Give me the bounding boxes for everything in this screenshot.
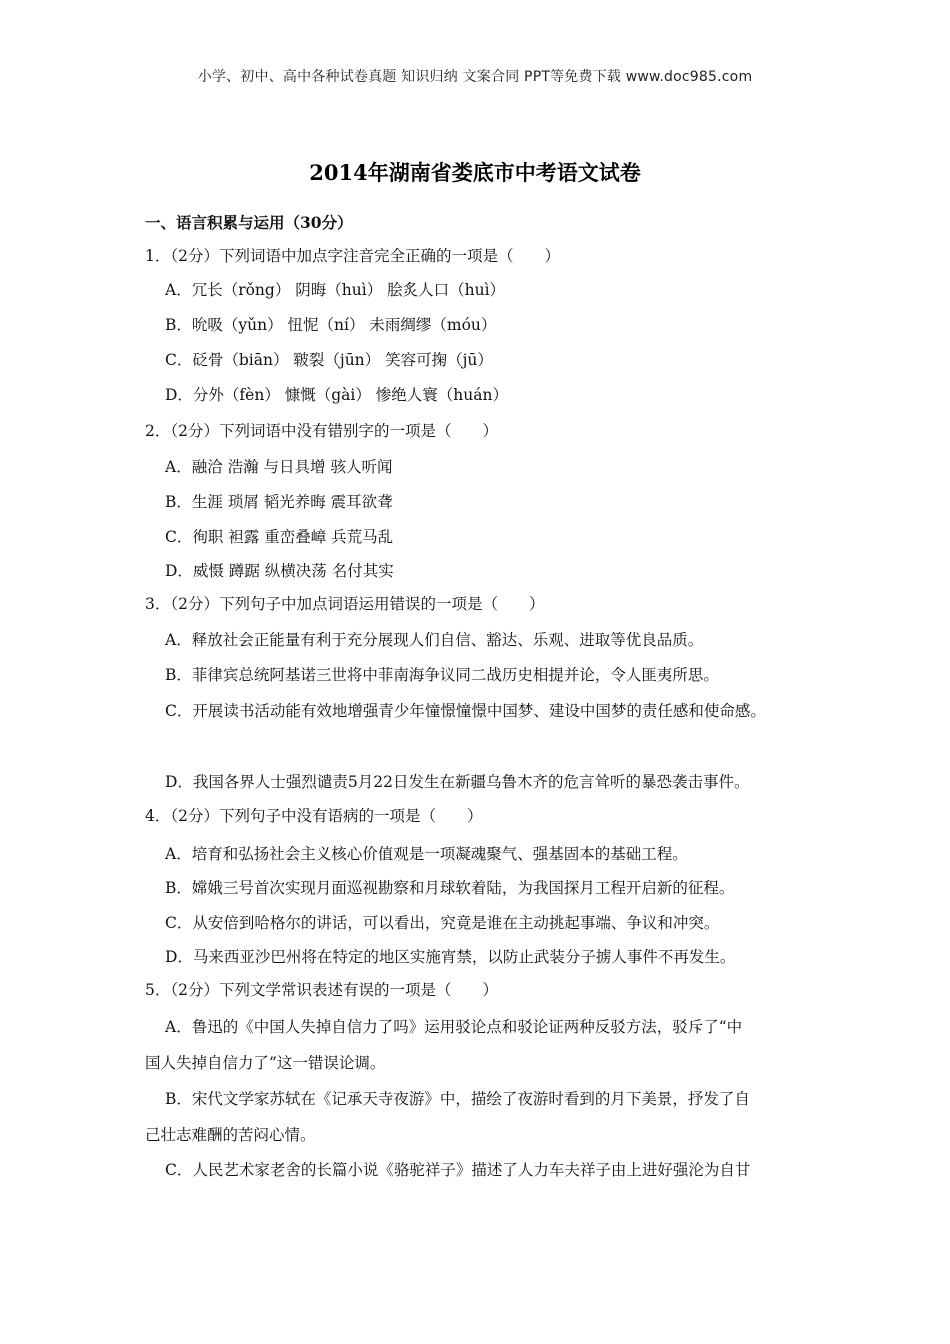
question-4-option-a: A．培育和弘扬社会主义核心价值观是一项凝魂聚气、强基固本的基础工程。 xyxy=(165,845,688,863)
header-banner: 小学、初中、高中各种试卷真题 知识归纳 文案合同 PPT等免费下载 www.doc985.com xyxy=(197,69,753,85)
question-4-option-d: D．马来西亚沙巴州将在特定的地区实施宵禁，以防止武装分子掳人事件不再发生。 xyxy=(165,948,736,966)
question-2-stem: 2．（2分）下列词语中没有错别字的一项是（ ） xyxy=(145,422,498,440)
question-5-option-b-line1: B．宋代文学家苏轼在《记承天寺夜游》中，描绘了夜游时看到的月下美景，抒发了自 xyxy=(165,1090,750,1108)
question-3-option-c: C．开展读书活动能有效地增强青少年憧憬憧憬中国梦、建设中国梦的责任感和使命感。 xyxy=(165,702,766,720)
question-4-stem: 4．（2分）下列句子中没有语病的一项是（ ） xyxy=(145,807,483,825)
question-2-option-a: A．融洽 浩瀚 与日具增 骇人听闻 xyxy=(165,458,393,476)
section-heading: 一、语言积累与运用（30分） xyxy=(145,213,353,232)
question-3-option-d: D．我国各界人士强烈谴责5月22日发生在新疆乌鲁木齐的危言耸听的暴恐袭击事件。 xyxy=(165,773,750,791)
question-5-stem: 5．（2分）下列文学常识表述有误的一项是（ ） xyxy=(145,981,498,999)
question-5-option-c-line1: C．人民艺术家老舍的长篇小说《骆驼祥子》描述了人力车夫祥子由上进好强沦为自甘 xyxy=(165,1161,751,1179)
question-3-stem: 3．（2分）下列句子中加点词语运用错误的一项是（ ） xyxy=(145,595,545,613)
question-1-option-a: A．冗长（rǒng） 阴晦（huì） 脍炙人口（huì） xyxy=(165,281,506,299)
question-1-option-b: B．吮吸（yǔn） 忸怩（ní） 未雨绸缪（móu） xyxy=(165,316,497,334)
question-3-option-a: A．释放社会正能量有利于充分展现人们自信、豁达、乐观、进取等优良品质。 xyxy=(165,631,704,649)
page-title: 2014年湖南省娄底市中考语文试卷 xyxy=(309,160,641,185)
question-2-option-c: C．徇职 袒露 重峦叠嶂 兵荒马乱 xyxy=(165,528,394,546)
question-2-option-d: D．威慑 蹲踞 纵横决荡 名付其实 xyxy=(165,562,394,580)
question-5-option-b-line2: 己壮志难酬的苦闷心情。 xyxy=(145,1126,316,1144)
question-5-option-a-line2: 国人失掉自信力了”这一错误论调。 xyxy=(145,1054,386,1072)
question-4-option-c: C．从安倍到哈格尔的讲话，可以看出，究竟是谁在主动挑起事端、争议和冲突。 xyxy=(165,914,720,932)
question-1-option-d: D．分外（fèn） 慷慨（gài） 惨绝人寰（huán） xyxy=(165,386,508,404)
question-1-stem: 1．（2分）下列词语中加点字注音完全正确的一项是（ ） xyxy=(145,247,560,265)
question-5-option-a-line1: A．鲁迅的《中国人失掉自信力了吗》运用驳论点和驳论证两种反驳方法，驳斥了“中 xyxy=(165,1018,743,1036)
question-3-option-b: B．菲律宾总统阿基诺三世将中菲南海争议同二战历史相提并论，令人匪夷所思。 xyxy=(165,666,719,684)
question-2-option-b: B．生涯 琐屑 韬光养晦 震耳欲聋 xyxy=(165,493,393,511)
question-4-option-b: B．嫦娥三号首次实现月面巡视勘察和月球软着陆，为我国探月工程开启新的征程。 xyxy=(165,879,735,897)
question-1-option-c: C．砭骨（biān） 皲裂（jūn） 笑容可掬（jū） xyxy=(165,351,493,369)
